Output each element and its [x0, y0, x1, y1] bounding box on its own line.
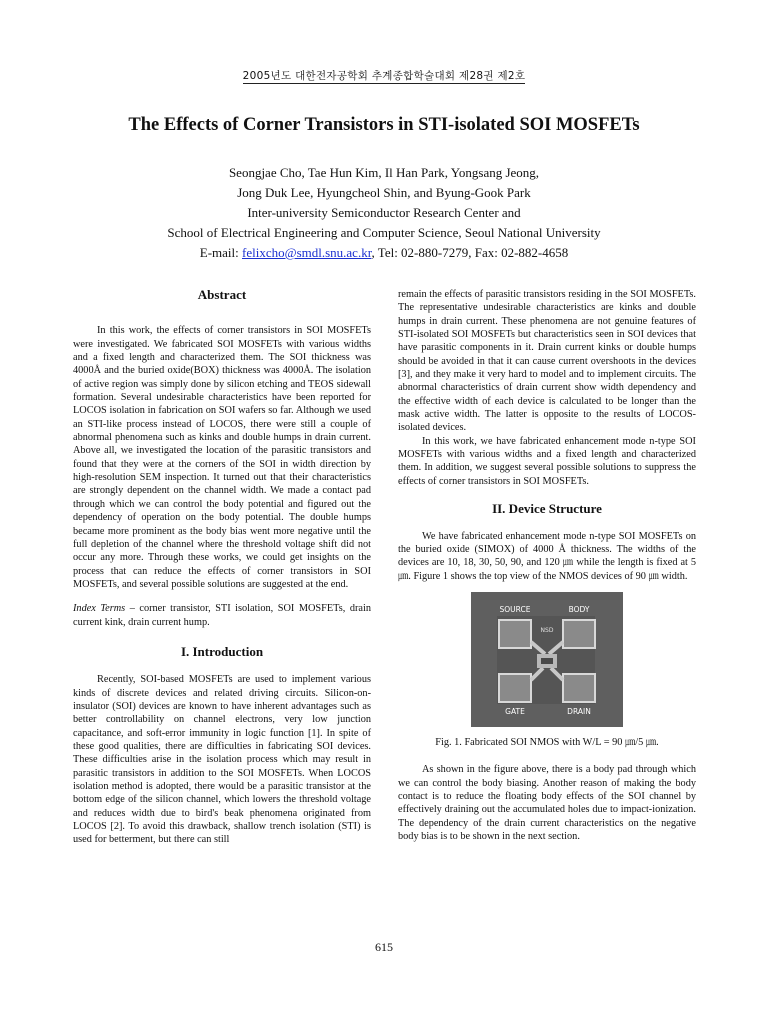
- contact-line: [0, 243, 768, 263]
- fig-label-gate: GATE: [505, 706, 525, 716]
- index-terms-label: Index Terms: [73, 603, 126, 615]
- index-terms: [73, 602, 371, 629]
- fig-label-source: SOURCE: [499, 604, 531, 614]
- intro-text: Recently, SOI-based MOSFETs are used to implement various kinds of discrete devices and related driving circuits. Silicon-on-insulator (SOI) devices are known to have inherent advantages such as better controllability on channel electrons, very low junction capacitance, and soft-error immunity in logic function [1]. In spite of these good qualities, there are difficulties in fabricating SOI devices. These difficulties arise in the isolation process which may result in parasitic transistors in addition to the SOI MOSFETs. When LOCOS isolation method is adopted, there would be a parasitic transistor at the bottom edge of the silicon channel, which lowers the threshold voltage and reduces width due to bird's beak phenomena originated from LOCOS [2]. To avoid this drawback, shallow trench isolation (STI) is used for betterment, but there can still: [73, 674, 371, 846]
- abstract-text: In this work, the effects of corner transistors in SOI MOSFETs were investigated. We fabricated SOI MOSFETs with various widths and a fixed length and characterized them. The SOI thickness was 4000Å and the buried oxide(BOX) thickness was 4000Å. The isolation of active region was simply done by silicon etching and TEOS sidewall formation. Several undesirable characteristics have been reported for LOCOS isolation in fabrication on SOI wafers so far. Although we used an STI-like process instead of LOCOS, there were still a couple of abnormal phenomena such as kinks and double humps in drain current. Above all, we investigated the location of the parasitic transistors and found that they were at the corners of the SOI in width direction by high-resolution SEM inspection. It turned out that their characteristics are strongly dependent on the channel width. We made a contact pad through which we can control the body potential and figured out the dependency of operation on the body potential. The double humps became more prominent as the body bias went more negative until the full depletion of the channel where the threshold voltage shift did not occur any more. Through these works, we could get insights on the process that can reduce the effects of corner transistors in SOI MOSFETs, and several possible solutions are suggested at the end.: [73, 325, 371, 590]
- right-column: [398, 288, 696, 843]
- author-block: [0, 163, 768, 263]
- author-line-1: Seongjae Cho, Tae Hun Kim, Il Han Park, Yongsang Jeong,: [228, 165, 540, 180]
- paper-title: The Effects of Corner Transistors in STI-isolated SOI MOSFETs: [128, 115, 640, 135]
- abstract-heading: Abstract: [197, 287, 247, 302]
- micrograph-svg: [471, 592, 623, 727]
- right-paragraph-4: As shown in the figure above, there is a body pad through which we can control the body biasing. Another reason of making the body contact is to reduce the floating body effects of the SOI channel by effectively draining out the accumulated holes due to impact-ionization. The dependency of the drain current characteristics on the negative body bias is to be shown in the next section.: [398, 764, 696, 842]
- intro-heading: I. Introduction: [180, 643, 264, 659]
- author-line-2: Jong Duk Lee, Hyungcheol Shin, and Byung-Gook Park: [237, 185, 531, 200]
- affiliation-line-1: Inter-university Semiconductor Research Center and: [247, 205, 521, 220]
- figure-caption: Fig. 1. Fabricated SOI NMOS with W/L = 90 ㎛/5 ㎛.: [435, 736, 659, 748]
- journal-header: [0, 68, 768, 83]
- email-link[interactable]: felixcho@smdl.snu.ac.kr: [242, 245, 372, 260]
- index-terms-text: – corner transistor, STI isolation, SOI MOSFETs, drain current kink, drain current hump.: [73, 603, 371, 628]
- right-paragraph-3: We have fabricated enhancement mode n-type SOI MOSFETs on the buried oxide (SIMOX) of 4000 Å thickness. The widths of the devices are 10, 18, 30, 50, 90, and 120 ㎛ while the length is fixed at 5 ㎛. Figure 1 shows the top view of the NMOS devices of 90 ㎛ width.: [398, 530, 696, 582]
- affiliation-line-2: School of Electrical Engineering and Computer Science, Seoul National University: [167, 225, 601, 240]
- device-micrograph: [471, 592, 623, 727]
- device-structure-heading: II. Device Structure: [492, 501, 602, 517]
- left-column: [73, 288, 371, 847]
- fig-label-body: BODY: [568, 604, 590, 614]
- page-number: 615: [375, 940, 393, 954]
- email-label: E-mail:: [199, 245, 242, 260]
- contact-rest: , Tel: 02-880-7279, Fax: 02-882-4658: [371, 245, 569, 260]
- fig-label-drain: DRAIN: [567, 706, 591, 716]
- right-paragraph-2: In this work, we have fabricated enhancement mode n-type SOI MOSFETs with various widths and a fixed length and characterized them. In addition, we suggest several possible solutions to suppress the effects of corner transistors in SOI MOSFETs.: [398, 435, 696, 487]
- journal-header-text: 2005년도 대한전자공학회 추계종합학술대회 제28권 제2호: [242, 70, 526, 82]
- fig-label-nsd: NSD: [540, 626, 554, 634]
- right-paragraph-1: remain the effects of parasitic transistors residing in the SOI MOSFETs. The representative undesirable characteristics are kinks and double humps in drain current. These phenomena are not genuine features of STI-isolated SOI MOSFETs but characteristics seen in SOI devices that have parasitic components in it. Drain current kinks or double humps should be avoided in that it can cause current overshoots in the devices [3], and they make it very hard to model and to implement circuits. The abnormal characteristics of drain current show width dependency and the effective width of each device is calculated to be longer than the mask active width. The latter is opposite to the results of LOCOS-isolated devices.: [398, 289, 696, 434]
